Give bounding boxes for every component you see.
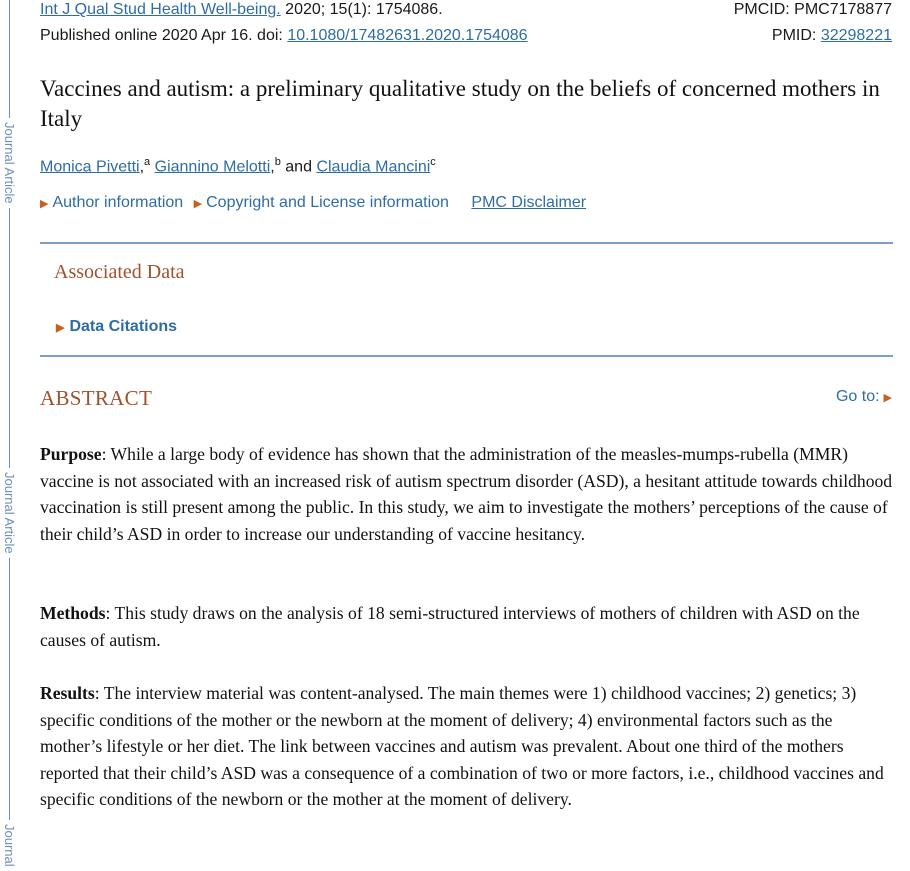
triangle-right-icon: ▶: [193, 198, 203, 210]
article-info-bar: [40, 192, 586, 215]
abstract-results: [40, 680, 896, 813]
published-label: Published online 2020 Apr 16. doi:: [40, 27, 283, 44]
abstract-purpose: [40, 441, 896, 547]
citation-row: [40, 0, 892, 22]
doi-link[interactable]: 10.1080/17482631.2020.1754086: [287, 27, 528, 44]
author-affiliation: b: [274, 156, 281, 168]
rail-label: Journal Article: [0, 468, 18, 558]
divider: [40, 355, 893, 357]
triangle-right-icon: ▶: [40, 198, 49, 210]
pmc-disclaimer-link[interactable]: PMC Disclaimer: [471, 194, 587, 211]
authors-and: and: [285, 158, 312, 176]
purpose-text: : While a large body of evidence has shown that the administration of the measles-mumps-rubella (MMR) vaccine is not associated with an increased risk of autism spectrum disorder (ASD), a hesitant attitude towards childhood vaccination is still present among the public. In this study, we aim to investigate the mothers’ perceptions of the cause of their child’s ASD in order to increase our understanding of vaccine hesitancy.: [40, 444, 893, 544]
pmid-label: PMID:: [771, 27, 817, 44]
goto-menu[interactable]: Go to: ▶: [835, 388, 892, 405]
rail-label: Journal Article: [0, 118, 18, 208]
abstract-methods: [40, 600, 896, 653]
article-title: Vaccines and autism: a preliminary qualitative study on the beliefs of concerned mothers in Italy: [40, 76, 880, 131]
results-text: : The interview material was content-analysed. The main themes were 1) childhood vaccines; 2) genetics; 3) specific conditions of the mother or the newborn at the moment of delivery; 4) environmental factors such as the mother’s lifestyle or her diet. The link between vaccines and autism was prevalent. About one third of the mothers reported that their child’s ASD was a consequence of a combination of two or more factors, i.e., childhood vaccines and specific conditions of the newborn or the mother at the moment of delivery.: [40, 683, 884, 809]
copyright-toggle[interactable]: ▶ Copyright and License information: [193, 194, 449, 211]
pmcid: PMCID: PMC7178877: [733, 1, 892, 18]
rail-label: Journal: [0, 820, 18, 871]
author-affiliation: a: [144, 156, 151, 168]
methods-text: : This study draws on the analysis of 18 semi-structured interviews of mothers of children with ASD on the causes of autism.: [40, 603, 860, 650]
author-link[interactable]: Claudia Mancini: [316, 158, 431, 176]
triangle-right-icon: ▶: [56, 322, 65, 334]
author-information-toggle[interactable]: ▶ Author information: [40, 194, 184, 211]
divider: [40, 242, 893, 244]
data-citations-toggle[interactable]: ▶ Data Citations: [56, 318, 178, 335]
published-row: [40, 25, 892, 47]
journal-link[interactable]: Int J Qual Stud Health Well-being.: [40, 1, 281, 18]
abstract-heading: ABSTRACT: [40, 386, 153, 410]
purpose-label: Purpose: [40, 444, 102, 464]
author-link[interactable]: Giannino Melotti: [154, 158, 271, 176]
results-label: Results: [40, 683, 95, 703]
triangle-right-icon: ▶: [883, 392, 892, 404]
author-list: Monica Pivetti,$^a$ Giannino Melotti,$^b$ and Claudia Mancini$^c$: [40, 156, 436, 176]
methods-label: Methods: [40, 603, 106, 623]
pmid-link[interactable]: 32298221: [820, 27, 892, 44]
author-link[interactable]: Monica Pivetti: [40, 158, 140, 176]
citation-details: 2020; 15(1): 1754086.: [285, 1, 443, 18]
pmid: [772, 25, 892, 47]
associated-data-heading: Associated Data: [54, 261, 185, 283]
author-affiliation: c: [430, 156, 436, 168]
